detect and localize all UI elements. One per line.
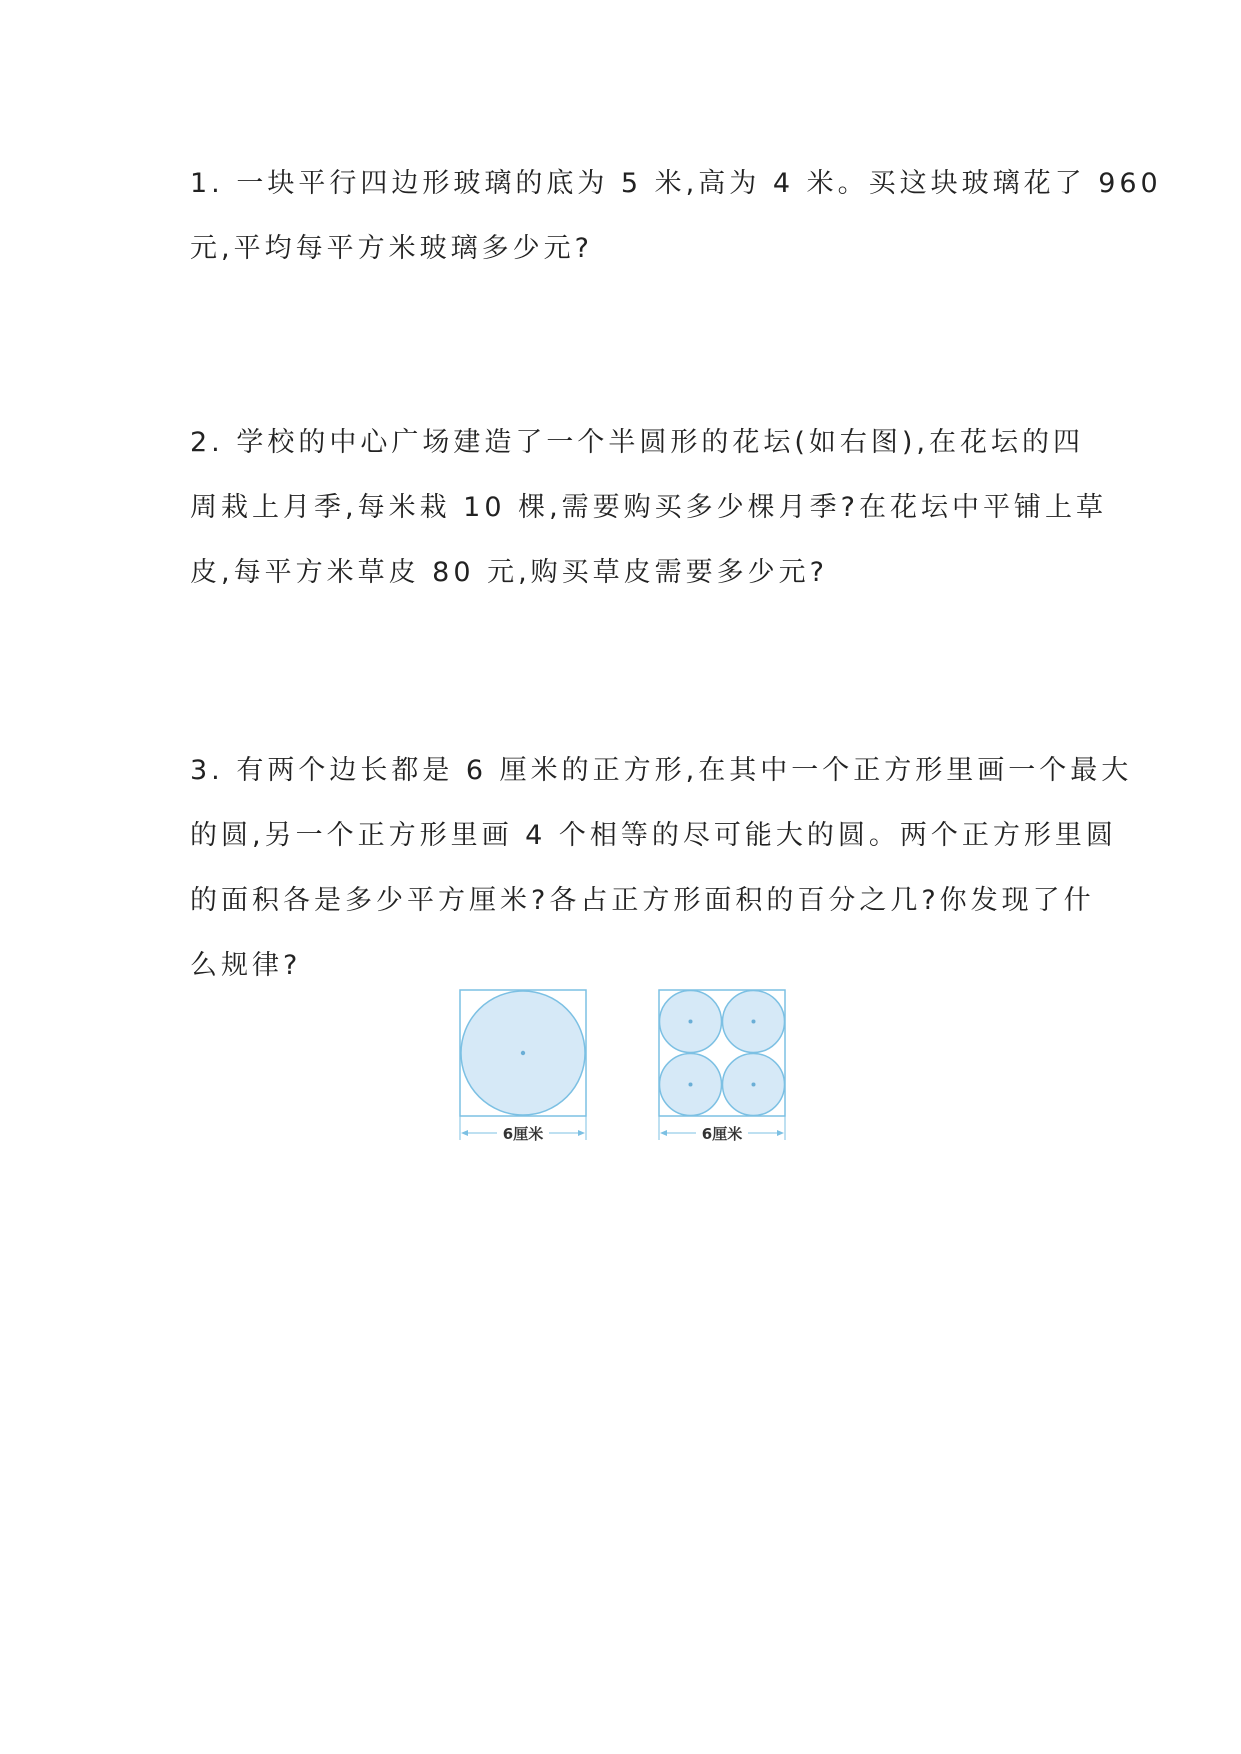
left-dimension-label: 6厘米 (502, 1125, 544, 1143)
problem-1-line-1: 1. 一块平行四边形玻璃的底为 5 米,高为 4 米。买这块玻璃花了 960 (190, 168, 1162, 199)
small-circle-top-right-center-dot (752, 1020, 756, 1024)
problem-2-line-2: 周栽上月季,每米栽 10 棵,需要购买多少棵月季?在花坛中平铺上草 (190, 492, 1108, 523)
problem-2-line-3: 皮,每平方米草皮 80 元,购买草皮需要多少元? (190, 557, 829, 588)
problem-3-line-2: 的圆,另一个正方形里画 4 个相等的尽可能大的圆。两个正方形里圆 (190, 820, 1117, 851)
small-circle-bottom-left-center-dot (689, 1083, 693, 1087)
problem-3-figures (455, 985, 795, 1155)
small-circle-top-left-center-dot (689, 1020, 693, 1024)
problem-1-line-2: 元,平均每平方米玻璃多少元? (190, 233, 593, 264)
right-arrow-left-icon (660, 1130, 667, 1136)
right-arrow-right-icon (777, 1130, 784, 1136)
problem-3-line-4: 么规律? (190, 950, 302, 981)
small-circle-bottom-right-center-dot (752, 1083, 756, 1087)
problem-3-line-1: 3. 有两个边长都是 6 厘米的正方形,在其中一个正方形里画一个最大 (190, 755, 1133, 786)
figure-one-circle (460, 990, 586, 1143)
figure-four-circles (659, 990, 785, 1143)
left-arrow-left-icon (461, 1130, 468, 1136)
right-dimension-label: 6厘米 (701, 1125, 743, 1143)
problem-3-line-3: 的面积各是多少平方厘米?各占正方形面积的百分之几?你发现了什 (190, 885, 1095, 916)
left-arrow-right-icon (578, 1130, 585, 1136)
problem-2-line-1: 2. 学校的中心广场建造了一个半圆形的花坛(如右图),在花坛的四 (190, 427, 1084, 458)
large-circle-center-dot (521, 1051, 525, 1055)
